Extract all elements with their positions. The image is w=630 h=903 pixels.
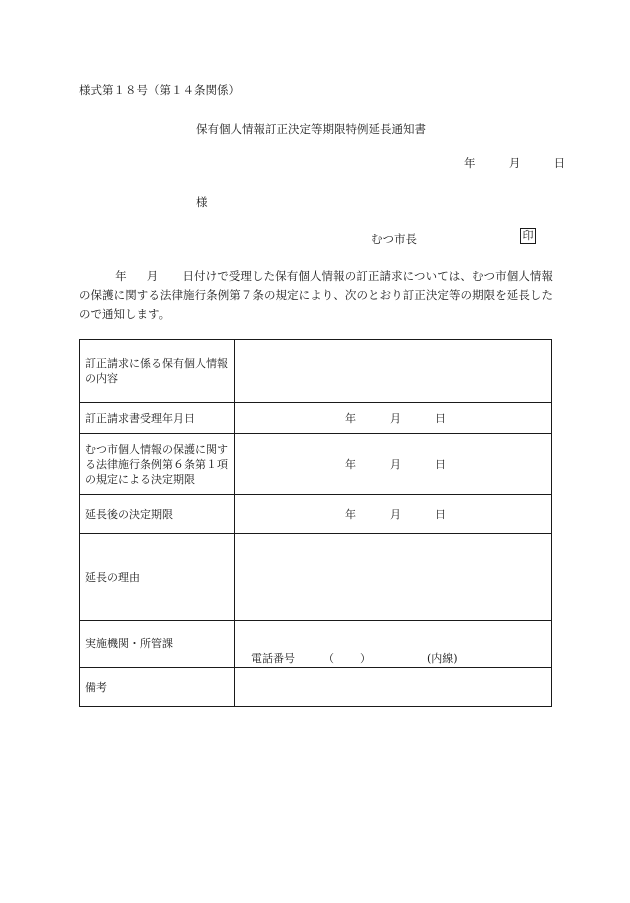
row-label-extended-deadline: 延長後の決定期限 [80, 495, 235, 534]
table-row [80, 434, 552, 495]
issue-date-month: 月 [508, 156, 521, 170]
body-paragraph: 日付けで受理した保有個人情報の訂正請求については、むつ市個人情報の保護に関する法律施行条例第７条の規定により、次のとおり訂正決定等の期限を延長したので通知します。 [79, 269, 554, 321]
row-label-receipt-date: 訂正請求書受理年月日 [80, 403, 235, 434]
document-title: 保有個人情報訂正決定等期限特例延長通知書 [196, 122, 426, 136]
body-month: 月 [146, 269, 159, 283]
extended-month: 月 [390, 508, 401, 521]
receipt-day: 日 [435, 412, 446, 425]
row-value-receipt-date [235, 403, 552, 434]
phone-extension: (内線) [427, 652, 458, 665]
phone-close-paren: ） [360, 652, 371, 665]
issue-date-year: 年 [464, 156, 476, 170]
deadline-day: 日 [435, 458, 446, 471]
issue-date [464, 155, 565, 171]
row-value-remarks [235, 668, 552, 707]
extended-year: 年 [345, 508, 356, 521]
body-year: 年 [115, 269, 127, 283]
row-value-department [235, 621, 552, 668]
row-label-original-deadline: むつ市個人情報の保護に関する法律施行条例第６条第１項の規定による決定期限 [80, 434, 235, 495]
table-row [80, 495, 552, 534]
issuer-name: むつ市長 [371, 232, 417, 246]
phone-open-paren: （ [323, 652, 334, 665]
row-label-content: 訂正請求に係る保有個人情報の内容 [80, 340, 235, 403]
row-value-extended-deadline [235, 495, 552, 534]
recipient-suffix: 様 [196, 195, 208, 209]
row-label-department: 実施機関・所管課 [80, 621, 235, 668]
issue-date-day: 日 [553, 156, 566, 170]
table-row [80, 621, 552, 668]
deadline-year: 年 [345, 458, 356, 471]
table-row [80, 668, 552, 707]
form-number: 様式第１８号（第１４条関係） [79, 83, 240, 97]
extended-day: 日 [435, 508, 446, 521]
row-label-remarks: 備考 [80, 668, 235, 707]
receipt-month: 月 [390, 412, 401, 425]
row-label-reason: 延長の理由 [80, 534, 235, 621]
table-row [80, 340, 552, 403]
row-value-content [235, 340, 552, 403]
deadline-month: 月 [390, 458, 401, 471]
detail-table [79, 339, 552, 707]
body-text [79, 267, 553, 324]
phone-label: 電話番号 [251, 652, 295, 665]
table-row [80, 403, 552, 434]
table-row [80, 534, 552, 621]
seal-mark: 印 [520, 228, 536, 244]
row-value-original-deadline [235, 434, 552, 495]
row-value-reason [235, 534, 552, 621]
receipt-year: 年 [345, 412, 356, 425]
